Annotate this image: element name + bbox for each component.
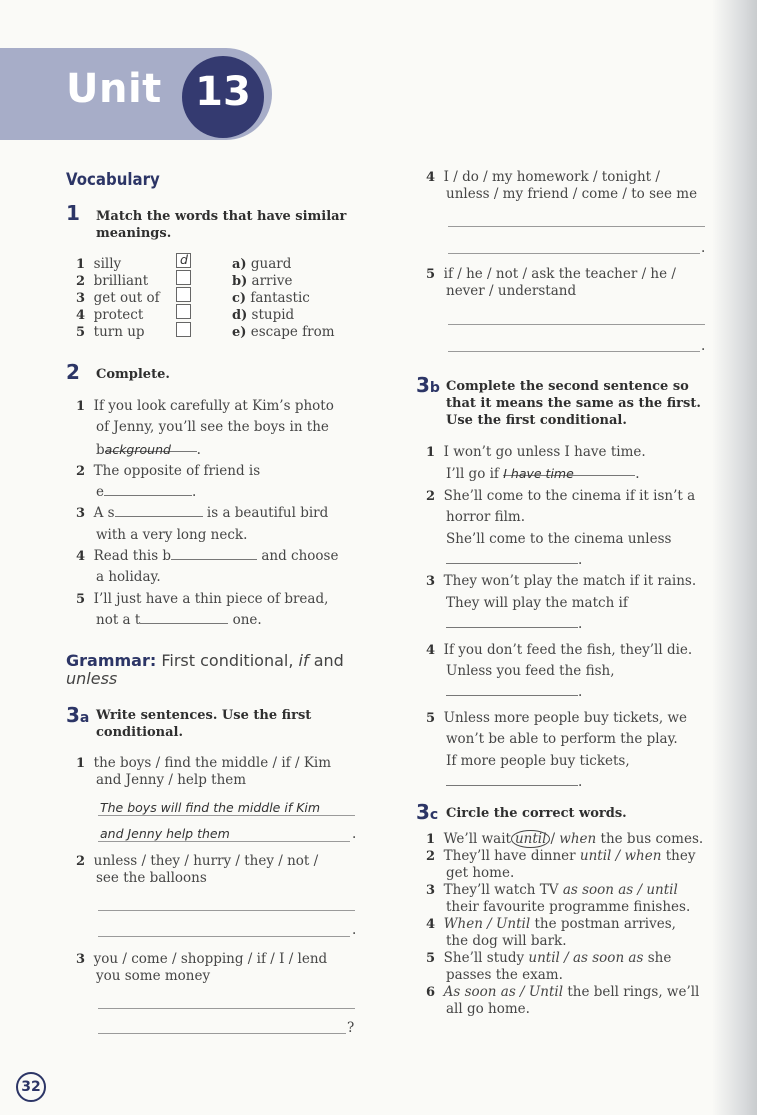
list-item-line: . bbox=[426, 682, 726, 703]
list-item-line: I’ll go if I have time . bbox=[426, 463, 726, 485]
exercise-3b-items bbox=[426, 442, 726, 794]
list-item-line: not a t one. bbox=[96, 611, 262, 628]
exercise-number: 2 bbox=[66, 360, 80, 384]
list-item: 2 She’ll come to the cinema if it isn’t a bbox=[426, 487, 696, 504]
answer-box[interactable] bbox=[176, 270, 191, 285]
list-item-line: with a very long neck. bbox=[96, 526, 248, 543]
exercise-number: 3b bbox=[416, 373, 440, 397]
list-item: 4 If you don’t feed the fish, they’ll die. bbox=[426, 641, 693, 658]
answer-box[interactable] bbox=[176, 322, 191, 337]
list-item: 3 They’ll watch TV as soon as / until bbox=[426, 882, 678, 898]
unit-label: Unit bbox=[66, 66, 162, 112]
answer-line bbox=[98, 936, 350, 937]
end-punctuation: . bbox=[701, 240, 706, 256]
list-item-line: background . bbox=[76, 439, 366, 461]
list-item: 1 silly bbox=[76, 256, 122, 272]
list-item: d) stupid bbox=[232, 307, 295, 323]
list-item-line: They will play the match if bbox=[446, 594, 628, 611]
list-item-line: She’ll come to the cinema unless bbox=[446, 530, 672, 547]
end-punctuation: . bbox=[352, 826, 357, 842]
list-item-line: . bbox=[426, 550, 726, 571]
match-right-list bbox=[232, 256, 372, 341]
list-item: c) fantastic bbox=[232, 290, 310, 306]
list-item-line: of Jenny, you’ll see the boys in the bbox=[96, 419, 329, 436]
unit-number: 13 bbox=[195, 69, 251, 115]
handwritten-answer: The boys will find the middle if Kim bbox=[100, 800, 321, 815]
exercise-number: 3c bbox=[416, 800, 439, 824]
end-punctuation: . bbox=[701, 338, 706, 354]
answer-line bbox=[448, 351, 700, 352]
list-item: 3 get out of bbox=[76, 290, 160, 306]
exercise-number: 1 bbox=[66, 201, 80, 225]
list-item-line: . bbox=[426, 772, 726, 793]
end-punctuation: ? bbox=[347, 1020, 355, 1036]
list-item: 5 She’ll study until / as soon as she bbox=[426, 950, 672, 966]
list-item: 2 The opposite of friend is bbox=[76, 462, 261, 479]
list-item-line: their favourite programme finishes. bbox=[446, 899, 691, 915]
list-item: 4 When / Until the postman arrives, bbox=[426, 916, 676, 932]
list-item: 2 They’ll have dinner until / when they bbox=[426, 848, 696, 864]
answer-box[interactable] bbox=[176, 304, 191, 319]
list-item-line: Unless you feed the fish, bbox=[446, 663, 615, 680]
list-item: 3 you / come / shopping / if / I / lend you some money bbox=[76, 951, 328, 984]
list-item-line: . bbox=[426, 614, 726, 635]
list-item: 1 the boys / find the middle / if / Kim and Jenny / help them bbox=[76, 755, 332, 788]
list-item: 4 Read this b and choose bbox=[76, 548, 339, 565]
list-item: 1 We’ll wait until / when the bus comes. bbox=[426, 831, 704, 847]
list-item: 1 I won’t go unless I have time. bbox=[426, 444, 646, 460]
exercise-2-items bbox=[76, 396, 366, 631]
list-item-line: If more people buy tickets, bbox=[446, 752, 630, 769]
exercise-instruction: Circle the correct words. bbox=[446, 806, 627, 821]
list-item: 4 protect bbox=[76, 307, 144, 323]
exercise-number: 3a bbox=[66, 703, 90, 727]
handwritten-answer: and Jenny help them bbox=[100, 826, 230, 841]
exercise-instruction: Complete the second sentence so that it means the same as the first. Use the first conditional. bbox=[446, 379, 701, 428]
answer-line bbox=[98, 910, 355, 911]
list-item: 5 I’ll just have a thin piece of bread, bbox=[76, 590, 329, 607]
section-heading-vocabulary: Vocabulary bbox=[66, 170, 160, 190]
exercise-3c-items bbox=[426, 831, 726, 1018]
end-punctuation: . bbox=[352, 922, 357, 938]
answer-line bbox=[448, 226, 705, 227]
list-item-line: e . bbox=[96, 484, 197, 501]
list-item: 3 A s is a beautiful bird bbox=[76, 505, 329, 522]
answer-line bbox=[98, 815, 355, 816]
list-item: 2 brilliant bbox=[76, 273, 149, 289]
list-item: 5 turn up bbox=[76, 324, 145, 340]
list-item: 6 As soon as / Until the bell rings, we’ll bbox=[426, 984, 700, 1000]
answer-line bbox=[448, 253, 700, 254]
list-item: e) escape from bbox=[232, 324, 335, 340]
exercise-instruction: Complete. bbox=[96, 367, 170, 382]
answer-line bbox=[98, 1033, 346, 1034]
list-item: 1 If you look carefully at Kim’s photo bbox=[76, 398, 334, 414]
list-item-line: passes the exam. bbox=[446, 967, 563, 983]
exercise-instruction: Write sentences. Use the first conditional. bbox=[96, 708, 312, 740]
answer-box[interactable]: d bbox=[176, 253, 191, 268]
list-item-line: the dog will bark. bbox=[446, 933, 567, 949]
page-number: 32 bbox=[16, 1072, 46, 1102]
answer-line bbox=[98, 1008, 355, 1009]
circled-answer[interactable]: until bbox=[511, 830, 550, 848]
list-item-line: horror film. bbox=[446, 509, 526, 526]
list-item: 3 They won’t play the match if it rains. bbox=[426, 573, 697, 590]
exercise-instruction: Match the words that have similar meanings. bbox=[96, 209, 347, 241]
answer-box[interactable] bbox=[176, 287, 191, 302]
list-item: 2 unless / they / hurry / they / not / see the balloons bbox=[76, 853, 319, 886]
list-item: 5 if / he / not / ask the teacher / he / never / understand bbox=[426, 266, 676, 299]
answer-line bbox=[98, 841, 350, 842]
list-item-line: won’t be able to perform the play. bbox=[446, 731, 678, 748]
section-heading-grammar: Grammar: First conditional, if and unless bbox=[66, 651, 344, 688]
list-item-line: get home. bbox=[446, 865, 515, 881]
list-item-line: all go home. bbox=[446, 1001, 530, 1017]
list-item-line: a holiday. bbox=[96, 569, 161, 586]
list-item: a) guard bbox=[232, 256, 292, 272]
list-item: 4 I / do / my homework / tonight / unless / my friend / come / to see me bbox=[426, 169, 698, 202]
list-item: b) arrive bbox=[232, 273, 293, 289]
answer-line bbox=[448, 324, 705, 325]
list-item: 5 Unless more people buy tickets, we bbox=[426, 709, 688, 726]
